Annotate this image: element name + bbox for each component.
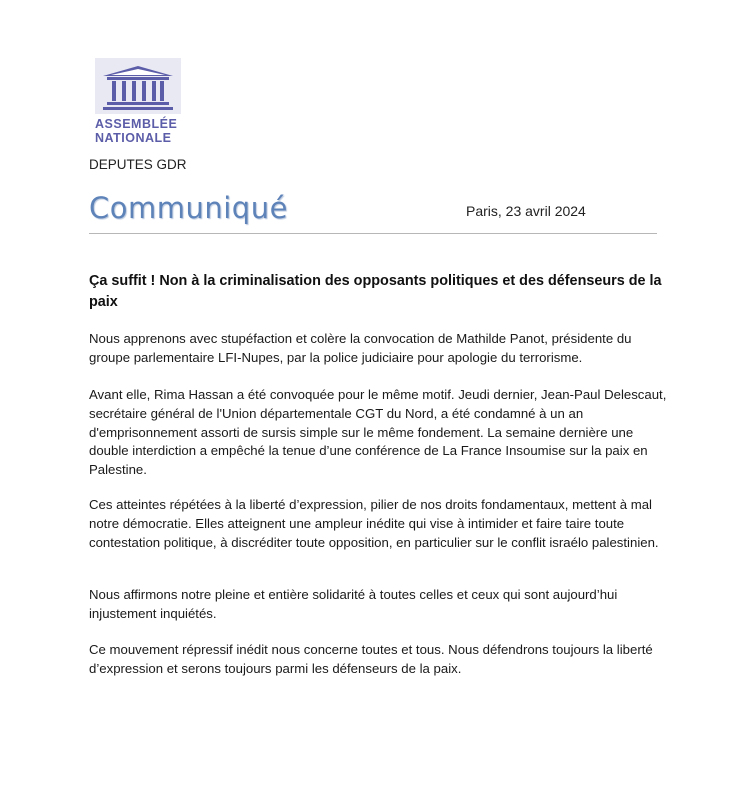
hemicycle-icon [95,58,181,114]
press-release-title: Ça suffit ! Non à la criminalisation des opposants politiques et des défenseurs de la paix [89,273,662,310]
paragraph-1: Nous apprenons avec stupéfaction et colère la convocation de Mathilde Panot, présidente du groupe parlementaire LFI-Nupes, par la police judiciaire pour apologie du terrorisme. [89,331,632,365]
paragraph-3: Ces atteintes répétées à la liberté d’expression, pilier de nos droits fondamentaux, mettent à mal notre démocratie. Elles atteignent une ampleur inédite qui vise à intimider et faire taire toute contestation politique, à discréditer toute opposition, en particulier sur le conflit israélo palestinien. [89,497,659,550]
parliamentary-group: DEPUTES GDR [89,157,187,172]
header-divider [89,233,657,234]
paragraph-2: Avant elle, Rima Hassan a été convoquée pour le même motif. Jeudi dernier, Jean-Paul Delescaut, secrétaire général de l'Union départementale CGT du Nord, a été condamné à un an d'emprisonnement assorti de sursis simple sur le même fondement. La semaine dernière une double interdiction a empêché la tenue d’une conférence de La France Insoumise sur la paix en Palestine. [89,387,667,478]
logo-line-1: ASSEMBLÉE [95,117,178,131]
paragraph-4: Nous affirmons notre pleine et entière solidarité à toutes celles et ceux qui sont aujourd’hui injustement inquiétés. [89,587,618,621]
date-line: Paris, 23 avril 2024 [466,203,586,219]
document-type-heading: Communiqué [89,191,288,225]
paragraph-5: Ce mouvement répressif inédit nous concerne toutes et tous. Nous défendrons toujours la liberté d’expression et serons toujours parmi les défenseurs de la paix. [89,642,653,676]
logo-line-2: NATIONALE [95,131,172,145]
assemblee-nationale-logo [95,58,185,145]
